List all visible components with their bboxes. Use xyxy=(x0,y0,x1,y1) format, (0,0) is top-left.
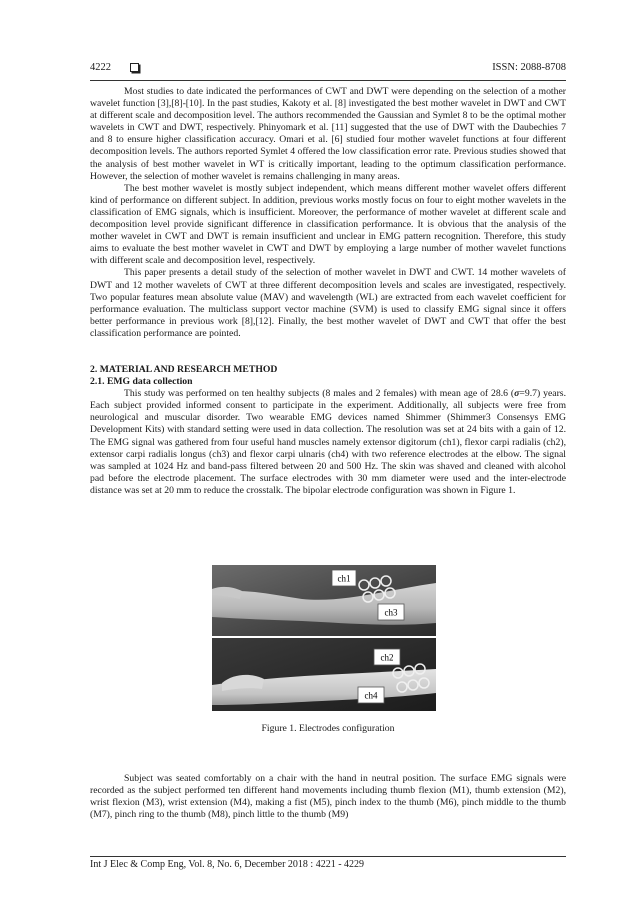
paragraph: The best mother wavelet is mostly subject independent, which means different mother wavelet offers different kind of performance on different subject. In addition, previous works mostly focus on four to eight mother wavelets in the classification of EMG signals, which is insufficient. Moreover, the performance of mother wavelet at different scale and decomposition level provide significant difference in classification performance. It is obvious that the analysis of the mother wavelet in CWT and DWT is remain insufficient and unclear in EMG pattern recognition. Therefore, this study aims to evaluate the best mother wavelet in CWT and DWT by employing a large number of mother wavelet functions with different scale and decomposition level, respectively. xyxy=(90,182,566,267)
paragraph: Most studies to date indicated the performances of CWT and DWT were depending on the selection of a mother wavelet function [3],[8]-[10]. In the past studies, Kakoty et al. [8] investigated the best mother wavelet in DWT and CWT at different scale and decomposition level. The authors recommended the Gaussian and Symlet 8 to be the optimal mother wavelets in CWT and DWT, respectively. Phinyomark et al. [11] suggested that the use of DWT with the Daubechies 7 and 8 to ensure higher classification accuracy. Omari et al. [6] studied four mother wavelet functions at four different decomposition levels. The authors reported Symlet 4 offered the low classification error rate. Previous studies showed that the analysis of best mother wavelet in WT is critically important, leading to the optimum classification performance. However, the selection of mother wavelet is remains challenging in many areas. xyxy=(90,86,566,182)
sigma-symbol: σ xyxy=(514,388,520,400)
figure-electrodes xyxy=(212,565,436,711)
paragraph-text: =9.7) years. Each subject provided informed consent to participate in the experiment. Additionally, all subjects were free from neurological and muscular disorder. Two wearable EMG devices named Shimmer (Shimmer3 Consensys EMG Development Kits) with standard setting were used in data collection. The resolution was set at 24 bits with a gain of 12. The EMG signal was gathered from four useful hand muscles namely extensor digitorum (ch1), flexor carpi radialis (ch2), extensor carpi radialis longus (ch3) and flexor carpi ulnaris (ch4) with two reference electrodes at the elbow. The signal was sampled at 1024 Hz and band-pass filtered between 20 and 500 Hz. The skin was shaved and cleaned with alcohol pad before the electrode placement. The surface electrodes with 30 mm diameter were used and the inter-electrode distance was set at 20 mm to reduce the crosstalk. The bipolar electrode configuration was shown in Figure 1. xyxy=(90,388,566,496)
header-rule xyxy=(90,80,566,81)
label-text: ch2 xyxy=(380,652,394,663)
label-text: ch3 xyxy=(384,607,398,618)
page-header xyxy=(90,62,566,78)
paragraph: Subject was seated comfortably on a chair with the hand in neutral position. The surface EMG signals were recorded as the subject performed ten different hand movements including thumb flexion (M1), thumb extension (M2), wrist flexion (M3), wrist extension (M4), making a fist (M5), pinch index to the thumb (M6), pinch middle to the thumb (M7), pinch ring to the thumb (M8), pinch little to the thumb (M9) xyxy=(90,773,566,821)
page-footer: Int J Elec & Comp Eng, Vol. 8, No. 6, December 2018 : 4221 - 4229 xyxy=(90,859,365,870)
footer-rule xyxy=(90,856,566,857)
label-text: ch1 xyxy=(337,573,351,584)
channel-label-ch3 xyxy=(378,604,404,620)
page-number: 4222 xyxy=(90,62,111,73)
figure-caption: Figure 1. Electrodes configuration xyxy=(261,723,395,734)
paragraph-text: This study was performed on ten healthy subjects (8 males and 2 females) with mean age of 28.6 ( xyxy=(124,388,515,400)
channel-label-ch1 xyxy=(332,570,356,586)
body-text-continued xyxy=(90,773,566,821)
section-heading: 2. MATERIAL AND RESEARCH METHOD xyxy=(90,363,278,375)
channel-label-ch2 xyxy=(374,649,400,665)
body-text xyxy=(90,86,566,497)
channel-label-ch4 xyxy=(358,687,384,703)
electrode-photo xyxy=(212,565,436,711)
square-icon xyxy=(130,63,139,72)
paragraph: This paper presents a detail study of the selection of mother wavelet in DWT and CWT. 14 mother wavelets of DWT and 12 mother wavelets of CWT at three different decomposition levels and scales are investigated, respectively. Two popular features mean absolute value (MAV) and wavelength (WL) are extracted from each wavelet coefficient for performance evaluation. The multiclass support vector machine (SVM) is used to classify EMG signal since it offers better performance in previous work [8],[12]. Finally, the best mother wavelet of DWT and CWT that offer the best classification performance are pointed. xyxy=(90,267,566,339)
issn-label: ISSN: 2088-8708 xyxy=(492,62,566,73)
subsection-heading: 2.1. EMG data collection xyxy=(90,376,193,388)
label-text: ch4 xyxy=(364,690,378,701)
paragraph xyxy=(90,388,566,497)
